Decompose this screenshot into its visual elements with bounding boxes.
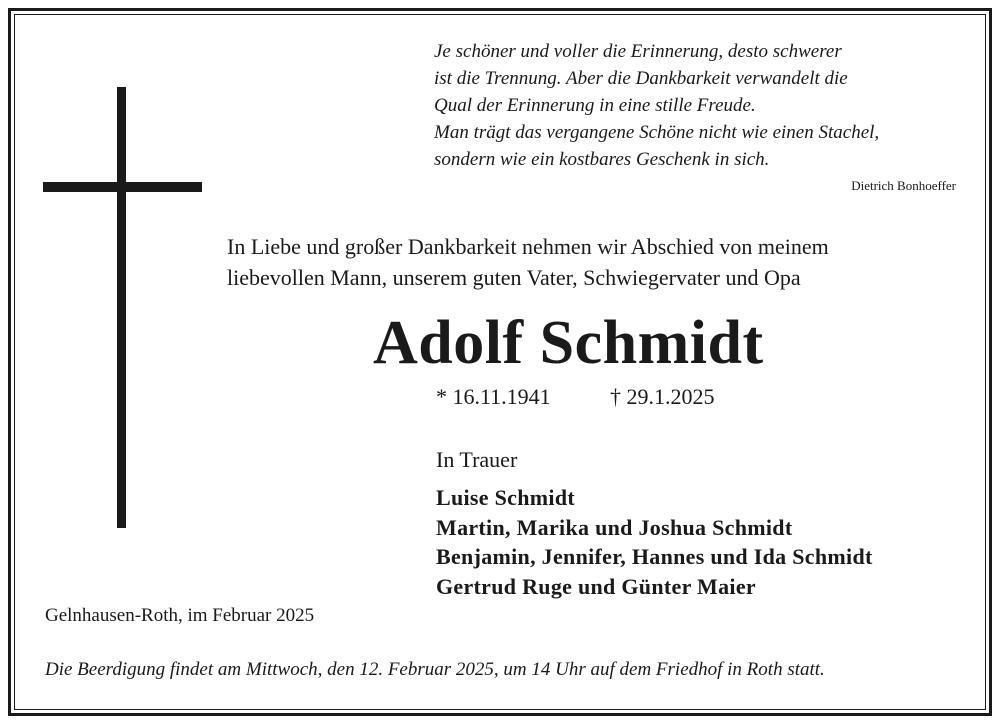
- mourner-entry: Benjamin, Jennifer, Hannes und Ida Schmidt: [436, 544, 873, 569]
- mourners-list: [436, 483, 873, 601]
- quote-line: sondern wie ein kostbares Geschenk in sich.: [434, 149, 770, 170]
- deceased-name: Adolf Schmidt: [373, 309, 764, 377]
- mourning-heading: In Trauer: [436, 447, 518, 472]
- birth-date: * 16.11.1941: [436, 384, 551, 409]
- place-and-date: Gelnhausen-Roth, im Februar 2025: [45, 605, 315, 626]
- mourner-entry: Gertrud Ruge und Günter Maier: [436, 573, 756, 599]
- bonhoeffer-quote: [434, 38, 964, 173]
- quote-author: Dietrich Bonhoeffer: [851, 178, 956, 193]
- mourner-entry: Luise Schmidt: [436, 485, 575, 510]
- quote-line: Man trägt das vergangene Schöne nicht wie einen Stachel,: [434, 122, 880, 143]
- quote-line: Je schöner und voller die Erinnerung, desto schwerer: [434, 41, 842, 62]
- cross-horizontal-bar: [43, 182, 202, 192]
- cross-vertical-bar: [117, 87, 126, 528]
- intro-line-2: liebevollen Mann, unserem guten Vater, Schwiegervater und Opa: [227, 265, 801, 290]
- quote-line: ist die Trennung. Aber die Dankbarkeit verwandelt die: [434, 68, 848, 89]
- farewell-intro: [227, 231, 829, 293]
- quote-line: Qual der Erinnerung in eine stille Freude.: [434, 95, 756, 116]
- funeral-notice: Die Beerdigung findet am Mittwoch, den 12. Februar 2025, um 14 Uhr auf dem Friedhof in Roth statt.: [45, 659, 825, 680]
- death-date: † 29.1.2025: [610, 384, 715, 409]
- mourner-entry: Martin, Marika und Joshua Schmidt: [436, 514, 793, 540]
- intro-line-1: In Liebe und großer Dankbarkeit nehmen wir Abschied von meinem: [227, 234, 829, 259]
